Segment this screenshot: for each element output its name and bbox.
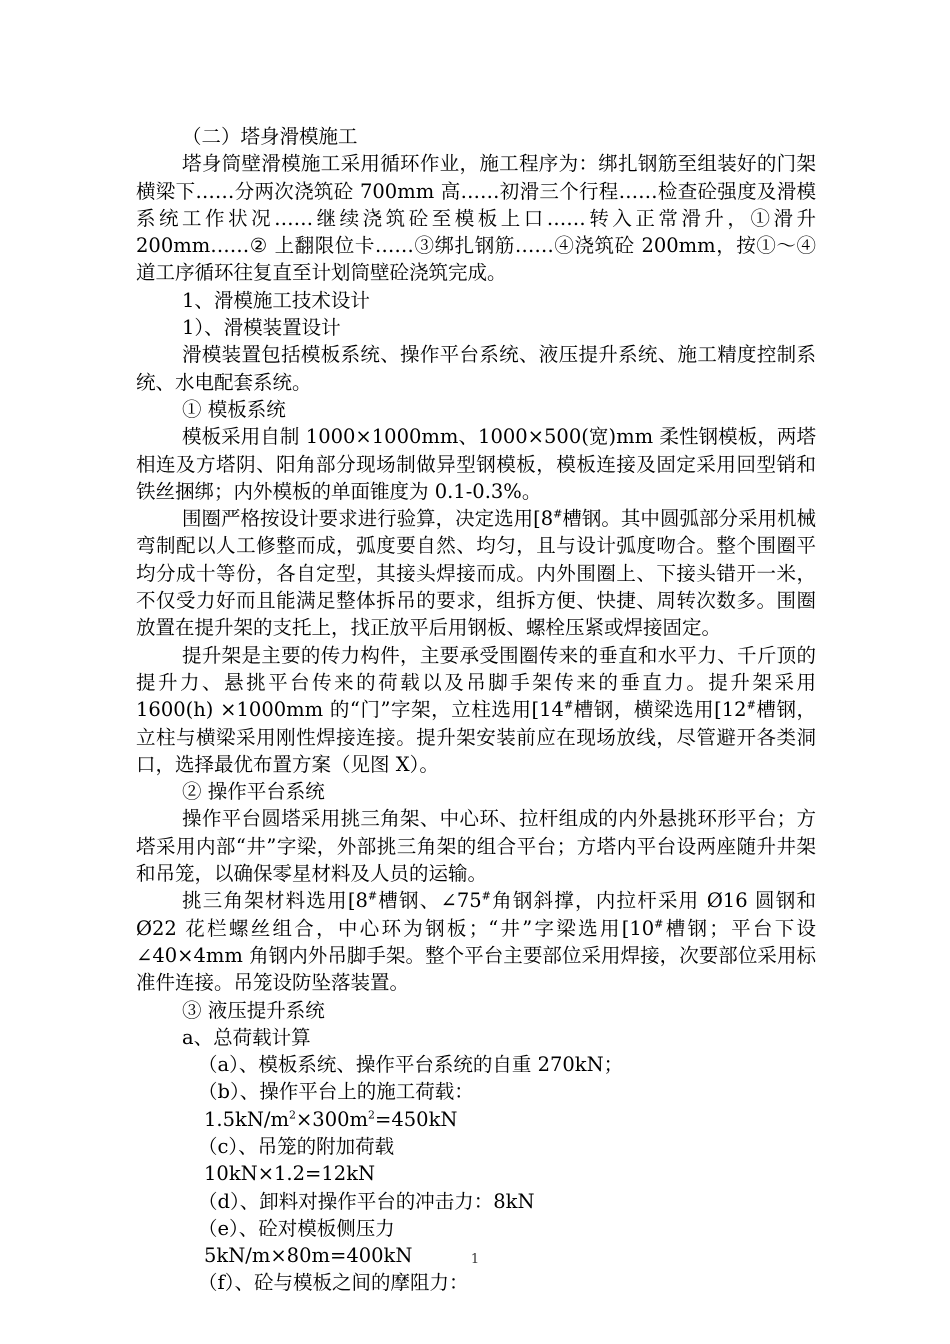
heading-platform-system: ② 操作平台系统: [182, 780, 325, 804]
intro-paragraph: 塔身筒壁滑模施工采用循环作业，施工程序为：绑扎钢筋至组装好的门架横梁下……分两次浇筑砼 700mm 高……初滑三个行程……检查砼强度及滑模系统工作状况……继续浇筑砼至模板上口……转入正常滑升，①滑升 200mm……② 上翻限位卡……③绑扎钢筋……④浇筑砼 200mm，按①～④道工序循环往复直至计划筒壁砼浇筑完成。: [136, 152, 816, 285]
load-item-c: （c）、吊笼的附加荷载: [198, 1134, 395, 1158]
formwork-paragraph: 模板采用自制 1000×1000mm、1000×500(宽)mm 柔性钢模板，两塔相连及方塔阴、阳角部分现场制做异型钢模板，模板连接及固定采用回型销和铁丝捆绑；内外模板的单面锥度为 0.1-0.3%。: [136, 425, 816, 503]
material-paragraph: 挑三角架材料选用[8#槽钢、∠75#角钢斜撑，内拉杆采用 Ø16 圆钢和 Ø22 花栏螺丝组合，中心环为钢板；“井”字梁选用[10#槽钢；平台下设∠40×4mm 角钢内外吊脚手架。整个平台主要部位采用焊接，次要部位采用标准件连接。吊笼设防坠落装置。: [136, 889, 817, 995]
load-item-e: （e）、砼对模板侧压力: [198, 1216, 395, 1240]
device-paragraph: 滑模装置包括模板系统、操作平台系统、液压提升系统、施工精度控制系统、水电配套系统。: [136, 343, 816, 394]
load-item-a: （a）、模板系统、操作平台系统的自重 270kN；: [198, 1053, 624, 1077]
page-number: 1: [470, 1252, 480, 1267]
heading-total-load: a、总荷载计算: [182, 1025, 311, 1049]
load-item-d: （d）、卸料对操作平台的冲击力：8kN: [198, 1189, 535, 1213]
heading-formwork-system: ① 模板系统: [182, 397, 286, 421]
heading-hydraulic-system: ③ 液压提升系统: [182, 998, 325, 1022]
platform-paragraph: 操作平台圆塔采用挑三角架、中心环、拉杆组成的内外悬挑环形平台；方塔采用内部“井”字梁，外部挑三角架的组合平台；方塔内平台设两座随升井架和吊笼，以确保零星材料及人员的运输。: [136, 807, 816, 886]
section-heading: （二）塔身滑模施工: [182, 125, 358, 148]
heading-device-design: 1）、滑模装置设计: [182, 316, 341, 340]
load-item-b: （b）、操作平台上的施工荷载：: [198, 1080, 474, 1104]
document-body: [136, 123, 816, 1297]
lift-frame-paragraph: 提升架是主要的传力构件，主要承受围圈传来的垂直和水平力、千斤顶的提升力、悬挑平台传来的荷载以及吊脚手架传来的垂直力。提升架采用 1600(h) ×1000mm 的“门”字架，立柱选用[14#槽钢，横梁选用[12#槽钢，立柱与横梁采用刚性焊接连接。提升架安装前应在现场放线，尽管避开各类洞口，选择最优布置方案（见图 X）。: [136, 643, 817, 776]
load-item-c-value: 10kN×1.2=12kN: [204, 1162, 376, 1186]
load-item-e-value: 5kN/m×80m=400kN: [204, 1244, 413, 1268]
heading-technical-design: 1、滑模施工技术设计: [182, 288, 370, 312]
ring-paragraph: 围圈严格按设计要求进行验算，决定选用[8#槽钢。其中圆弧部分采用机械弯制配以人工修整而成，弧度要自然、均匀，且与设计弧度吻合。整个围圈平均分成十等份，各自定型，其接头焊接而成。内外围圈上、下接头错开一米，不仅受力好而且能满足整体拆吊的要求，组拆方便、快捷、周转次数多。围圈放置在提升架的支托上，找正放平后用钢板、螺栓压紧或焊接固定。: [136, 507, 816, 640]
load-item-f: （f）、砼与模板之间的摩阻力：: [198, 1271, 469, 1295]
load-item-b-value: $1.5kN/m^2\times 300m^2=450kN$: [204, 1107, 458, 1131]
